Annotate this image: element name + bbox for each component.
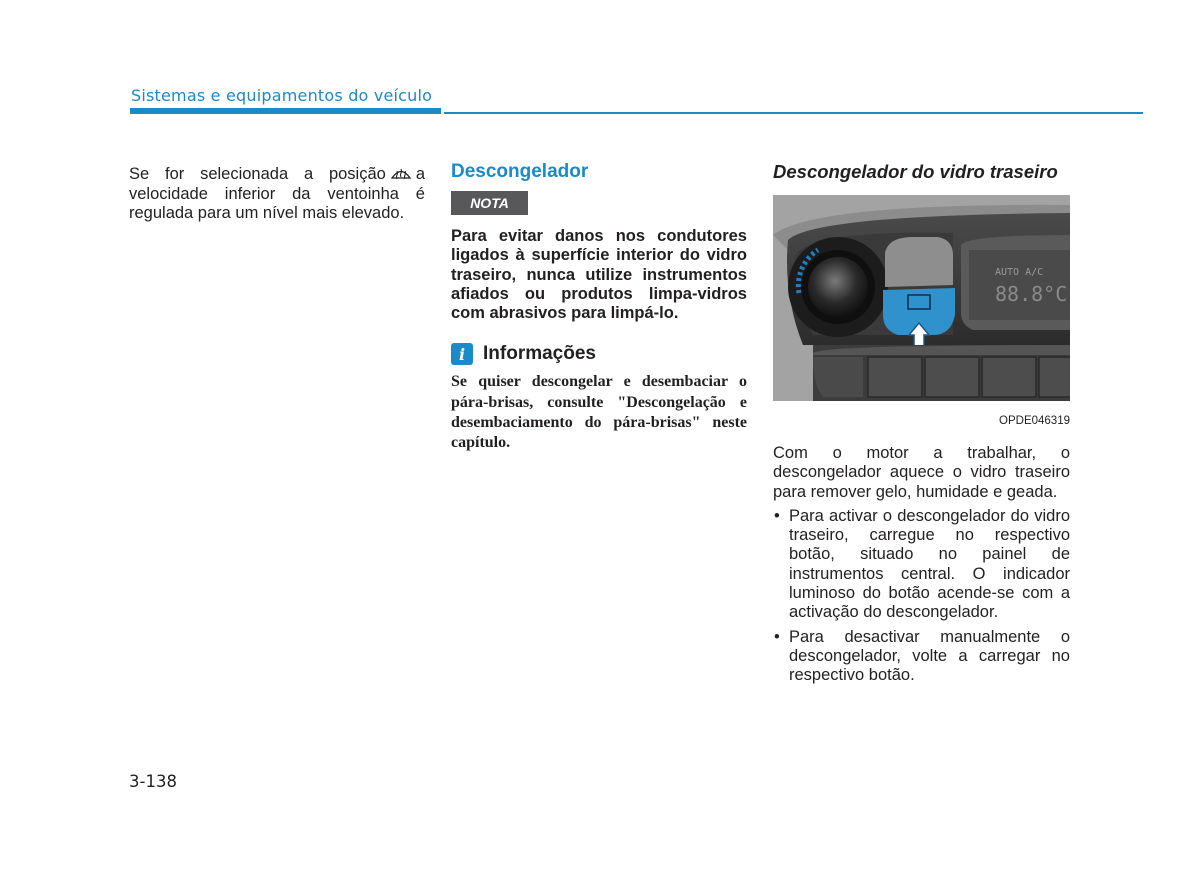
info-header	[451, 343, 747, 365]
climate-panel-photo	[773, 195, 1070, 401]
bullet-text: Para activar o descongelador do vidro traseiro, carregue no respectivo botão, situado no painel de instrumentos central. O indicador luminoso do botão acende-se com a activação do descongelador.	[789, 506, 1070, 622]
defrost-icon	[390, 165, 412, 181]
header-rule-thin	[444, 112, 1143, 114]
section-header: Sistemas e equipamentos do veículo	[131, 86, 433, 105]
header-rule-thick	[130, 108, 441, 114]
rear-defroster-body	[773, 444, 1070, 691]
nota-badge: NOTA	[451, 191, 528, 215]
intro-paragraph: Com o motor a trabalhar, o descongelador aquece o vidro traseiro para remover gelo, humidade e geada.	[773, 444, 1070, 501]
info-title: Informações	[483, 343, 596, 365]
info-icon: i	[451, 343, 473, 365]
list-item: • Para desactivar manualmente o descongelador, volte a carregar no respectivo botão.	[774, 627, 1070, 685]
page-number: 3-138	[129, 772, 177, 791]
display-auto-ac: AUTO A/C	[995, 267, 1044, 278]
info-text: Se quiser descongelar e desembaciar o pára-brisas, consulte "Descongelação e desembaciamento do pára-brisas" neste capítulo.	[451, 373, 747, 452]
list-item: • Para activar o descongelador do vidro traseiro, carregue no respectivo botão, situado no painel de instrumentos central. O indicador luminoso do botão acende-se com a activação do descongelador.	[774, 506, 1070, 622]
bullet-list	[773, 507, 1070, 686]
fan-text-part1: Se for selecionada a posição	[129, 165, 386, 183]
display-temp: 88.8°C	[995, 282, 1068, 306]
rear-defroster-title: Descongelador do vidro traseiro	[773, 161, 1058, 182]
fan-text-part2: a velocidade inferior da ventoinha é regulada para um nível mais elevado.	[129, 165, 425, 222]
bullet-text: Para desactivar manualmente o descongelador, volte a carregar no respectivo botão.	[789, 627, 1070, 685]
defroster-title: Descongelador	[451, 161, 589, 182]
photo-reference-code: OPDE046319	[999, 415, 1070, 427]
column-middle	[451, 160, 747, 454]
nota-text: Para evitar danos nos condutores ligados à superfície interior do vidro traseiro, nunca utilize instrumentos afiados ou produtos limpa-vidros com abrasivos para limpá-lo.	[451, 227, 747, 323]
column-left	[129, 165, 425, 224]
column-right	[773, 160, 1070, 685]
